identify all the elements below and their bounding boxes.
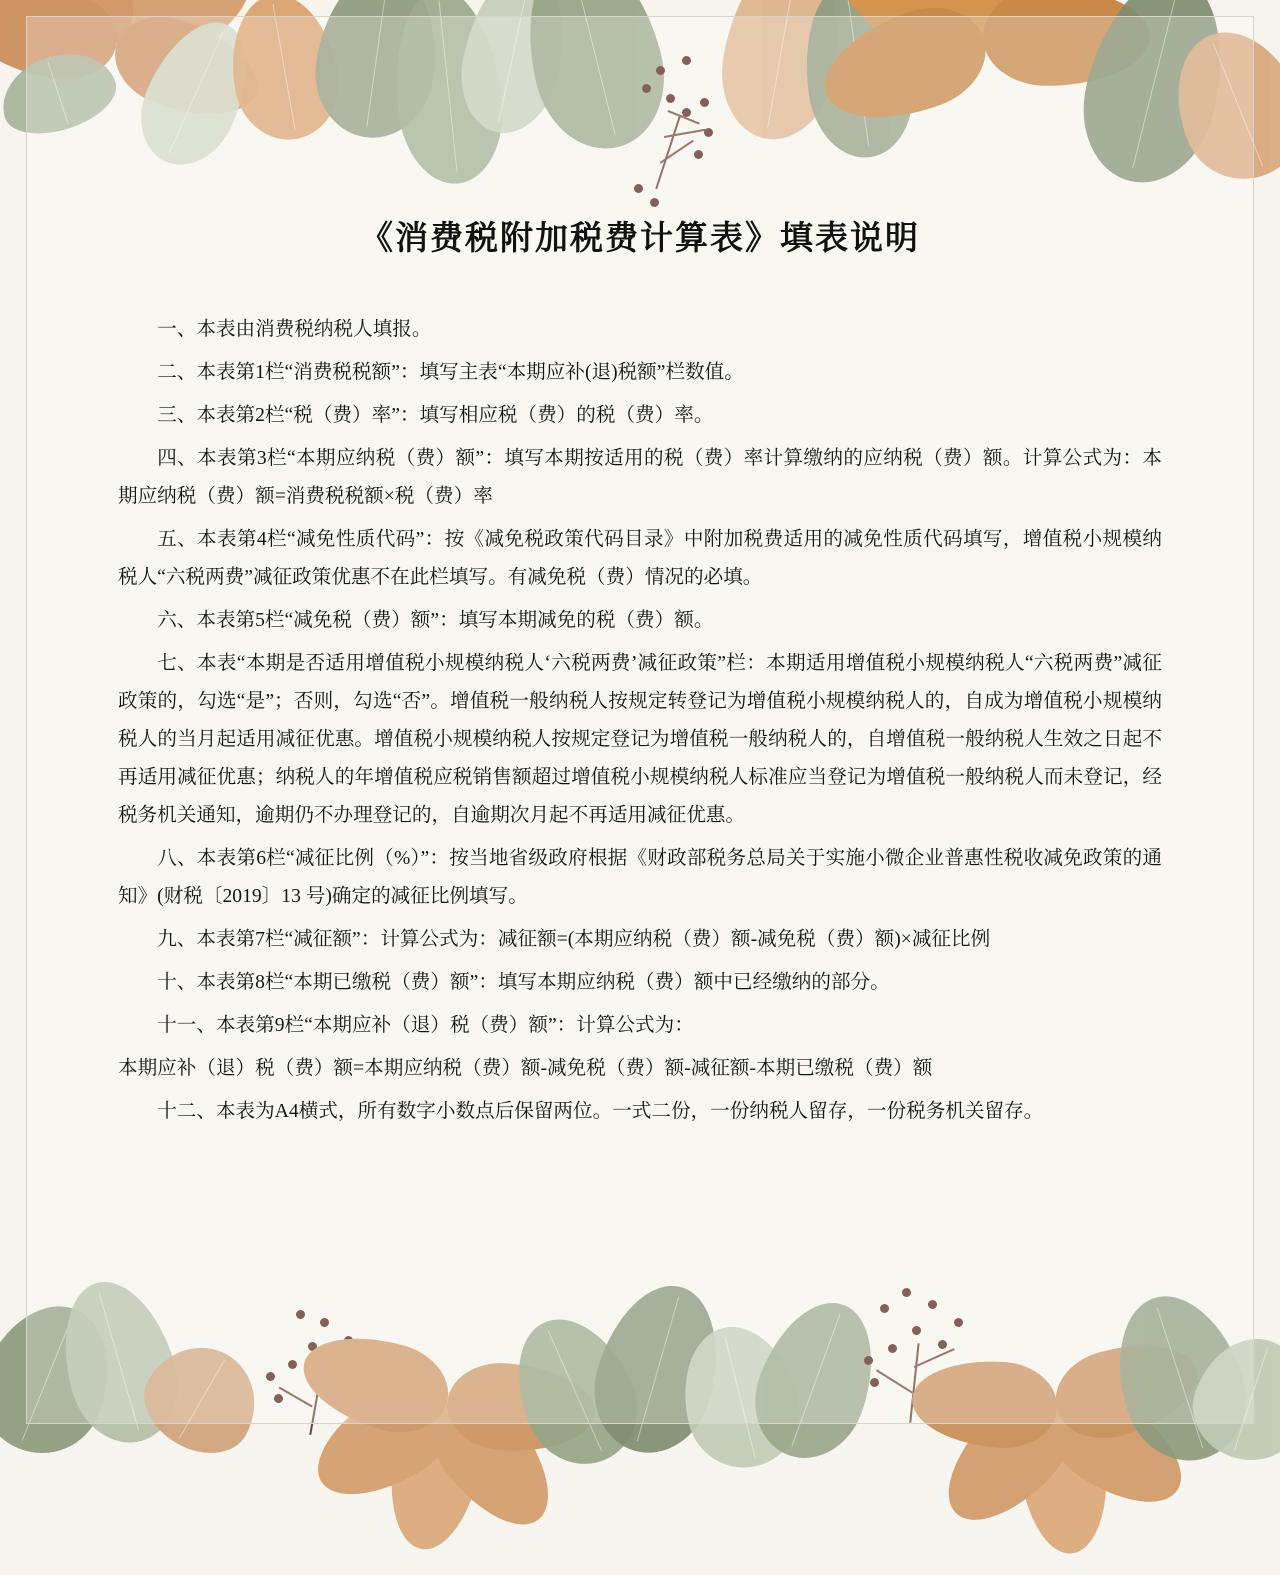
- leaf-icon: [579, 1271, 737, 1466]
- paragraph: 四、本表第3栏“本期应纳税（费）额”：填写本期按适用的税（费）率计算缴纳的应纳税（费）额。计算公式为：本期应纳税（费）额=消费税税额×税（费）率: [118, 448, 1162, 507]
- page-title: 《消费税附加税费计算表》填表说明: [360, 221, 920, 257]
- paragraph: 六、本表第5栏“减免税（费）额”：填写本期减免的税（费）额。: [157, 610, 714, 631]
- paragraph: 九、本表第7栏“减征额”：计算公式为：减征额=(本期应纳税（费）额-减免税（费）额)×减征比例: [157, 929, 991, 950]
- paragraph: 七、本表“本期是否适用增值税小规模纳税人‘六税两费’减征政策”栏：本期适用增值税小规模纳税人“六税两费”减征政策的，勾选“是”；否则，勾选“否”。增值税一般纳税人按规定转登记为增值税小规模纳税人的，自成为增值税小规模纳税人的当月起适用减征优惠。增值税小规模纳税人按规定登记为增值税一般纳税人的，自增值税一般纳税人生效之日起不再适用减征优惠；纳税人的年增值税应税销售额超过增值税小规模纳税人标准应当登记为增值税一般纳税人而未登记，经税务机关通知，逾期仍不办理登记的，自逾期次月起不再适用减征优惠。: [118, 653, 1162, 826]
- leaf-icon: [1097, 1280, 1263, 1477]
- decorative-foliage-bottom: [0, 1230, 1280, 1440]
- paragraph: 二、本表第1栏“消费税税额”：填写主表“本期应补(退)税额”栏数值。: [157, 362, 744, 383]
- paragraph: 十二、本表为A4横式，所有数字小数点后保留两位。一式二份，一份纳税人留存，一份税务机关留存。: [157, 1101, 1044, 1122]
- leaf-icon: [45, 1269, 192, 1456]
- paragraph-formula: 本期应补（退）税（费）额=本期应纳税（费）额-减免税（费）额-减征额-本期已缴税（费）额: [118, 1058, 933, 1079]
- paragraph: 五、本表第4栏“减免性质代码”：按《减免税政策代码目录》中附加税费适用的减免性质代码填写，增值税小规模纳税人“六税两费”减征政策优惠不在此栏填写。有减免税（费）情况的必填。: [118, 529, 1162, 588]
- maple-leaf-icon: [337, 1293, 557, 1513]
- berry-sprig-icon: [860, 1282, 980, 1432]
- leaf-icon: [1180, 1324, 1280, 1474]
- leaf-icon: [668, 1315, 811, 1480]
- leaf-icon: [494, 1300, 656, 1482]
- paragraph: 八、本表第6栏“减征比例（%）”：按当地省级政府根据《财政部税务总局关于实施小微企业普惠性税收减免政策的通知》(财税〔2019〕13 号)确定的减征比例填写。: [118, 848, 1162, 907]
- berry-sprig-icon: [258, 1302, 368, 1442]
- instructions-body: [118, 311, 1162, 1131]
- leaf-icon: [738, 1286, 894, 1473]
- leaf-icon: [128, 1327, 276, 1471]
- paragraph: 三、本表第2栏“税（费）率”：填写相应税（费）的税（费）率。: [157, 405, 714, 426]
- maple-leaf-icon: [955, 1307, 1159, 1511]
- leaf-icon: [0, 1287, 132, 1472]
- paragraph: 十、本表第8栏“本期已缴税（费）额”：填写本期应纳税（费）额中已经缴纳的部分。: [157, 972, 890, 993]
- paragraph: 十一、本表第9栏“本期应补（退）税（费）额”：计算公式为：: [157, 1015, 694, 1036]
- paragraph: 一、本表由消费税纳税人填报。: [157, 319, 432, 340]
